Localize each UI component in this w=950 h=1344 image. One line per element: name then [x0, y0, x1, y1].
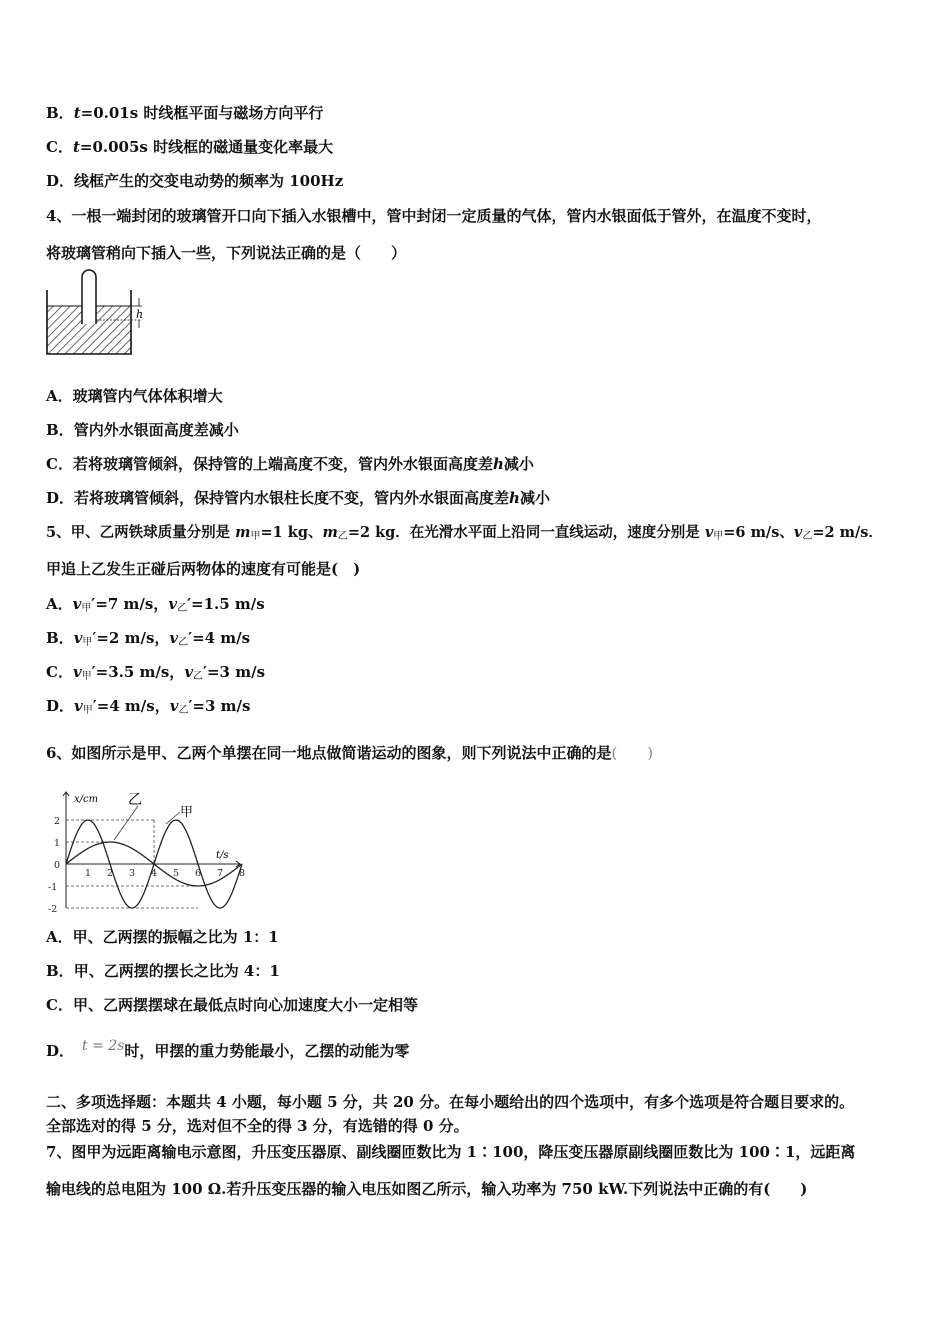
q5-option-d[interactable]: D．$v_甲'=4$ m/s，$v_乙'=3$ m/s	[46, 697, 251, 716]
y-axis-label: x/cm	[74, 794, 99, 805]
q3-option-b[interactable]	[46, 102, 323, 123]
option-var: t	[72, 138, 80, 156]
x-tick-label: 5	[173, 868, 180, 879]
y-tick-label: 1	[54, 838, 61, 849]
y-tick-label: -1	[48, 882, 58, 893]
option-text: =0.01s 时线框平面与磁场方向平行	[80, 104, 324, 122]
q6-stem: 6、如图所示是甲、乙两个单摆在同一地点做简谐运动的图象，则下列说法中正确的是( )	[46, 744, 654, 762]
option-label: C．	[46, 455, 73, 473]
curve-yi-label: 乙	[128, 792, 142, 808]
option-text: 管内外水银面高度差减小	[73, 421, 239, 439]
q5-stem-line1: 5、甲、乙两铁球质量分别是 $m_甲=1$ kg、$m_乙=2$ kg．在光滑水平面上沿同一直线运动，速度分别是 $v_甲=6$ m/s、$v_乙=2$ m/s．	[46, 524, 883, 542]
q4-option-c[interactable]	[46, 453, 534, 474]
option-var: h	[509, 489, 520, 507]
option-text: 若将玻璃管倾斜，保持管内水银柱长度不变，管内外水银面高度差	[74, 489, 510, 507]
x-tick-label: 8	[239, 868, 246, 879]
answer-paren: ( )	[611, 744, 654, 762]
option-label: D．	[46, 172, 75, 190]
option-formula: t = 2s	[82, 1038, 125, 1054]
q6-option-a[interactable]: A．甲、乙两摆的振幅之比为 1：1	[46, 928, 279, 946]
option-tail: 减小	[519, 489, 550, 507]
q6-option-b[interactable]: B．甲、乙两摆的摆长之比为 4：1	[46, 962, 280, 980]
q5-option-b[interactable]: B．$v_甲'=2$ m/s，$v_乙'=4$ m/s	[46, 629, 251, 648]
y-tick-label: 2	[54, 816, 61, 827]
option-var: t	[73, 104, 81, 122]
q7-stem-line2: 输电线的总电阻为 100 Ω.若升压变压器的输入电压如图乙所示，输入功率为 750 kW.下列说法中正确的有( )	[46, 1180, 808, 1198]
q6-shm-graph	[44, 784, 244, 914]
q5-option-a[interactable]: A．$v_甲'=7$ m/s，$v_乙'=1.5$ m/s	[46, 595, 265, 614]
y-tick-label: 0	[54, 860, 61, 871]
option-tail: 减小	[503, 455, 534, 473]
x-tick-label: 7	[217, 868, 224, 879]
q4-stem-line2: 将玻璃管稍向下插入一些，下列说法正确的是（ ）	[46, 244, 407, 262]
q6-option-d[interactable]: D． t = 2s时，甲摆的重力势能最小，乙摆的动能为零	[46, 1038, 410, 1060]
option-label: B．	[46, 104, 74, 122]
option-var: h	[492, 455, 504, 473]
option-label: C．	[46, 138, 73, 156]
option-label: B．	[46, 421, 74, 439]
q3-option-d[interactable]	[46, 170, 343, 191]
q7-stem-line1: 7、图甲为远距离输电示意图，升压变压器原、副线圈匝数比为 1∶100，降压变压器原副线圈匝数比为 100∶1，远距离	[46, 1143, 856, 1161]
q4-mercury-tube-figure	[40, 268, 150, 360]
q6-option-c[interactable]: C．甲、乙两摆摆球在最低点时向心加速度大小一定相等	[46, 996, 418, 1014]
q4-option-b[interactable]	[46, 419, 239, 440]
section2-intro-line1: 二、多项选择题：本题共 4 小题，每小题 5 分，共 20 分。在每小题给出的四个选项中，有多个选项是符合题目要求的。	[46, 1093, 855, 1111]
option-text: 若将玻璃管倾斜，保持管的上端高度不变，管内外水银面高度差	[72, 455, 493, 473]
x-tick-label: 3	[129, 868, 136, 879]
option-label: D．	[46, 489, 75, 507]
x-tick-label: 4	[151, 868, 158, 879]
option-label: A．	[46, 387, 73, 405]
y-tick-label: -2	[48, 904, 58, 915]
q3-option-c[interactable]	[46, 136, 333, 157]
q4-option-d[interactable]	[46, 487, 550, 508]
x-tick-label: 6	[195, 868, 202, 879]
option-text: 玻璃管内气体体积增大	[72, 387, 223, 405]
section2-intro-line2: 全部选对的得 5 分，选对但不全的得 3 分，有选错的得 0 分。	[46, 1117, 469, 1135]
option-text: =0.005s 时线框的磁通量变化率最大	[79, 138, 334, 156]
option-text: 线框产生的交变电动势的频率为 100Hz	[74, 172, 344, 190]
q5-stem-line2: 甲追上乙发生正碰后两物体的速度有可能是( )	[46, 560, 361, 578]
q5-option-c[interactable]: C．$v_甲'=3.5$ m/s，$v_乙'=3$ m/s	[46, 663, 266, 682]
x-tick-label: 2	[107, 868, 114, 879]
q4-option-a[interactable]	[46, 385, 223, 406]
x-axis-label: t/s	[216, 850, 229, 861]
curve-jia-label: 甲	[180, 805, 194, 820]
h-label: h	[136, 308, 144, 321]
q4-stem-line1: 4、一根一端封闭的玻璃管开口向下插入水银槽中，管中封闭一定质量的气体，管内水银面低于管外，在温度不变时，	[46, 207, 822, 225]
x-tick-label: 1	[85, 868, 92, 879]
